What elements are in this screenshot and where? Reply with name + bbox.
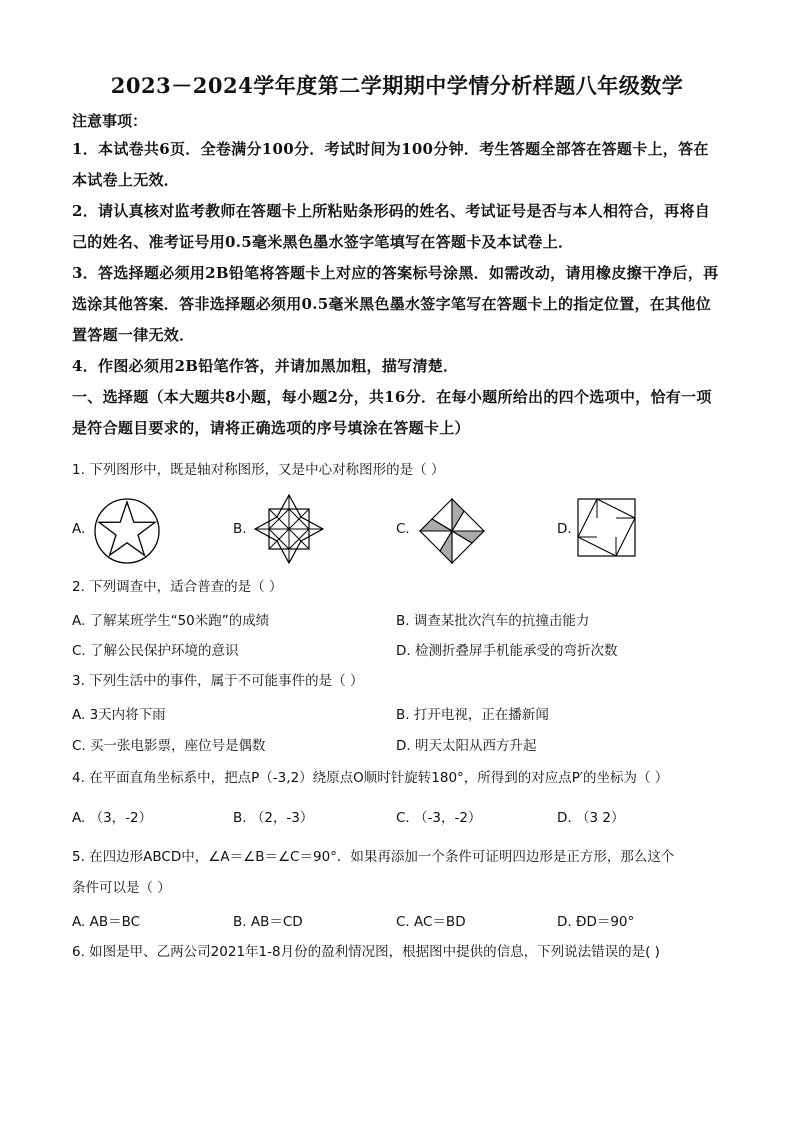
q4-option-d: D. （3 2） — [557, 810, 625, 826]
q3-option-d: D. 明天太阳从西方升起 — [396, 738, 537, 754]
question-3-stem: 3. 下列生活中的事件，属于不可能事件的是（ ） — [72, 673, 364, 689]
q2-option-a: A. 了解某班学生“50米跑”的成绩 — [72, 613, 270, 629]
notice-item-3: 3．答选择题必须用2B铅笔将答题卡上对应的答案标号涂黑．如需改动，请用橡皮擦干净后，再选涂其他答案．答非选择题必须用0.5毫米黑色墨水签字笔写在答题卡上的指定位置，在其他位置答题一律无效． — [72, 264, 719, 344]
section-heading: 一、选择题（本大题共8小题，每小题2分，共16分．在每小题所给出的四个选项中，恰有一项是符合题目要求的，请将正确选项的序号填涂在答题卡上） — [72, 388, 712, 437]
notice-item-1: 1．本试卷共6页．全卷满分100分．考试时间为100分钟．考生答题全部答在答题卡上，答在本试卷上无效． — [72, 140, 709, 189]
question-5-stem-line1: 5. 在四边形ABCD中，∠A＝∠B＝∠C＝90°．如果再添加一个条件可证明四边形是正方形，那么这个 — [72, 849, 675, 865]
q5-option-a: A. AB＝BC — [72, 914, 141, 930]
notice-item-4: 4．作图必须用2B铅笔作答，并请加黑加粗，描写清楚． — [72, 357, 459, 375]
question-4-stem: 4. 在平面直角坐标系中，把点P（-3,2）绕原点O顺时针旋转180°，所得到的对应点P′的坐标为（ ） — [72, 770, 669, 786]
q5-option-d: D. ÐD＝90° — [557, 914, 635, 930]
page-title: 2023－2024学年度第二学期期中学情分析样题八年级数学 — [110, 73, 684, 98]
q2-option-b: B. 调查某批次汽车的抗撞击能力 — [396, 613, 590, 629]
eight-point-star-figure — [252, 492, 326, 566]
square-pattern-figure — [577, 498, 637, 558]
q1-option-b-label: B. — [233, 521, 247, 537]
q3-option-b: B. 打开电视，正在播新闻 — [396, 707, 549, 723]
q1-option-a-label: A. — [72, 521, 86, 537]
q4-option-a: A. （3，-2） — [72, 810, 153, 826]
q3-option-c: C. 买一张电影票，座位号是偶数 — [72, 738, 266, 754]
q1-option-c-label: C. — [396, 521, 410, 537]
question-2-stem: 2. 下列调查中，适合普查的是（ ） — [72, 579, 283, 595]
question-5-stem-line2: 条件可以是（ ） — [72, 880, 171, 896]
q5-option-c: C. AC＝BD — [396, 914, 466, 930]
q3-option-a: A. 3天内将下雨 — [72, 707, 166, 723]
q2-option-d: D. 检测折叠屏手机能承受的弯折次数 — [396, 643, 618, 659]
question-1-stem: 1. 下列图形中，既是轴对称图形，又是中心对称图形的是（ ） — [72, 462, 445, 478]
notice-item-2: 2．请认真核对监考教师在答题卡上所粘贴条形码的姓名、考试证号是否与本人相符合，再将自己的姓名、准考证号用0.5毫米黑色墨水签字笔填写在答题卡及本试卷上． — [72, 202, 711, 251]
q4-option-c: C. （-3，-2） — [396, 810, 482, 826]
q2-option-c: C. 了解公民保护环境的意识 — [72, 643, 239, 659]
pinwheel-figure — [416, 495, 488, 567]
circle-star-figure — [92, 496, 162, 566]
q1-option-d-label: D. — [557, 521, 572, 537]
q4-option-b: B. （2，-3） — [233, 810, 314, 826]
question-6-stem: 6. 如图是甲、乙两公司2021年1-8月份的盈利情况图，根据图中提供的信息，下列说法错误的是( ) — [72, 944, 660, 960]
notice-heading: 注意事项： — [72, 112, 148, 130]
q5-option-b: B. AB＝CD — [233, 914, 303, 930]
